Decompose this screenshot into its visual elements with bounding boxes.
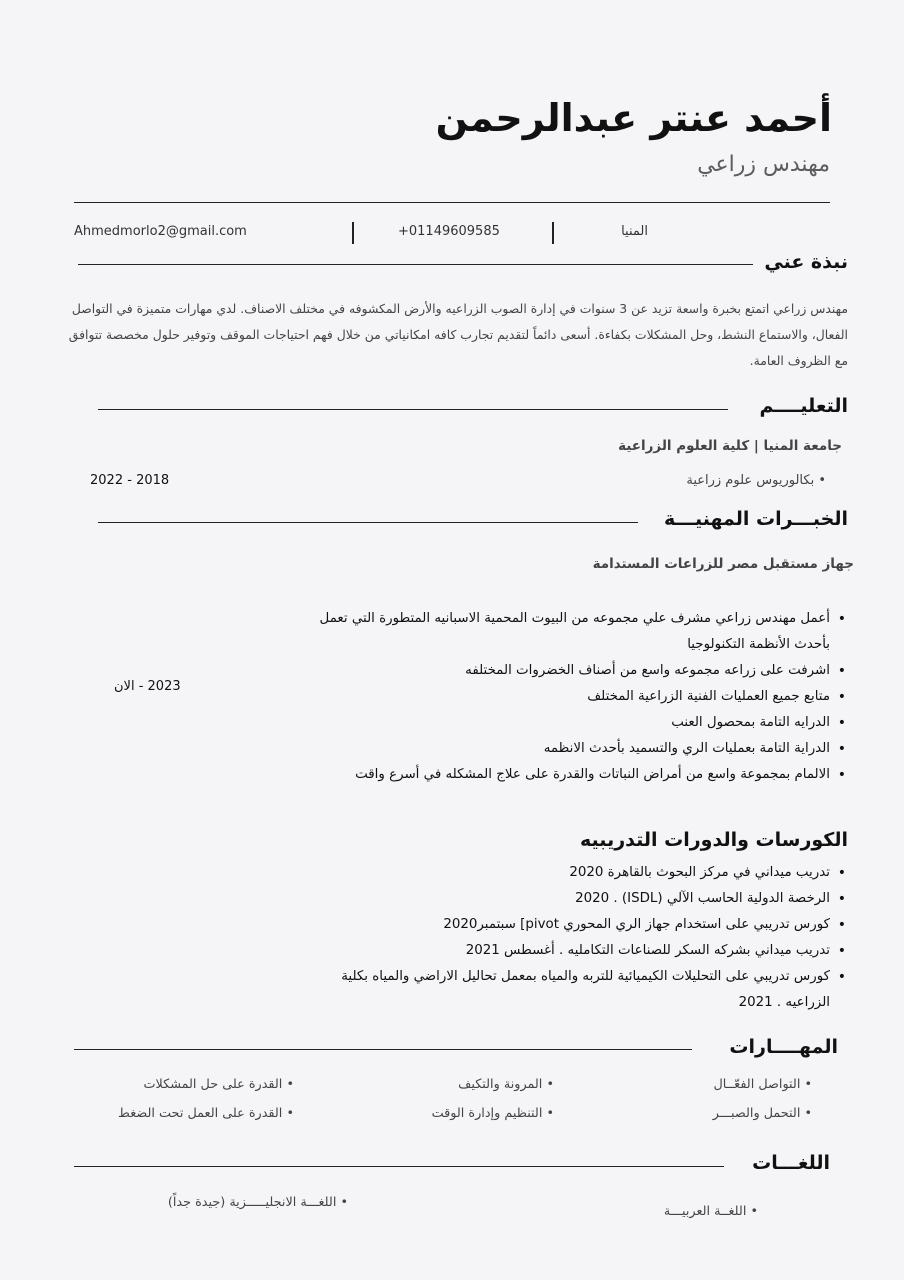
skill-item: • القدرة على حل المشكلات [143,1077,294,1092]
experience-item: • أعمل مهندس زراعي مشرف علي مجموعه من البيوت المحمية الاسبانيه المتطورة التي تعمل بأحدث الأنظمة التكنولوجيا [318,606,848,658]
contact-phone[interactable]: +01149609585 [398,224,500,239]
skill-item: • التواصل الفعّــال [713,1077,812,1092]
languages-heading: اللغـــات [752,1152,830,1174]
course-item: • كورس تدريبي على استخدام جهاز الري المحوري pivot] سبتمبر2020 [318,912,848,938]
education-degree: • بكالوريوس علوم زراعية [686,473,826,488]
courses-heading: الكورسات والدورات التدريبيه [580,829,848,851]
about-text: مهندس زراعي اتمتع بخبرة واسعة تزيد عن 3 سنوات في إدارة الصوب الزراعيه والأرض المكشوفه في مختلف الاصناف. لدي مهارات متميزة في التواصل الفعال، والاستماع النشط، وحل المشكلات بكفاءة. أسعى دائماً لتقديم تجارب كافه امكانياتي من خلال فهم احتياجات الموقف وتوفير حلول مخصصة تتوافق مع الظروف العامة. [68,301,848,368]
language-item: • اللغــة العربيـــة [664,1204,758,1219]
education-institution: جامعة المنيا | كلية العلوم الزراعية [618,438,842,454]
experience-list [318,606,848,788]
experience-item: • الدرايه التامة بمحصول العنب [318,710,848,736]
course-item: • تدريب ميداني في مركز البحوث بالقاهرة 2020 [318,860,848,886]
experience-item: • الدراية التامة بعمليات الري والتسميد بأحدث الانظمه [318,736,848,762]
header-divider [74,202,830,203]
experience-item: • الالمام بمجموعة واسع من أمراض النباتات والقدرة على علاج المشكله في أسرع واقت [318,762,848,788]
about-divider [78,264,753,265]
experience-divider [98,522,638,523]
skill-item: • التنظيم وإدارة الوقت [432,1106,554,1121]
courses-list [318,860,848,1016]
contact-email[interactable]: Ahmedmorlo2@gmail.com [74,224,247,239]
contact-city: المنيا [621,224,648,239]
contact-separator [552,222,554,244]
skill-item: • المرونة والتكيف [458,1077,554,1092]
education-years: 2018 - 2022 [90,473,170,488]
course-item: • كورس تدريبي على التحليلات الكيميائية للتربه والمياه بمعمل تحاليل الاراضي والمياه بكلية الزراعيه . 2021 [318,964,848,1016]
education-degree-text: بكالوريوس علوم زراعية [686,473,815,488]
experience-item: • اشرفت على زراعه مجموعه واسع من أصناف الخضروات المختلفه [318,658,848,684]
experience-period: 2023 - الان [114,679,181,694]
about-heading: نبذة عني [764,251,848,273]
candidate-name: أحمد عنتر عبدالرحمن [435,96,832,140]
languages-divider [74,1166,724,1167]
skill-item: • التحمل والصبـــر [713,1106,812,1121]
skills-heading: المهــــارات [729,1036,838,1058]
skill-item: • القدرة على العمل تحت الضغط [118,1106,294,1121]
course-item: • الرخصة الدولية الحاسب الآلي (ISDL) . 2020 [318,886,848,912]
job-title: مهندس زراعي [697,152,830,177]
experience-item: • متابع جميع العمليات الفنية الزراعية المختلف [318,684,848,710]
education-divider [98,409,728,410]
contact-separator [352,222,354,244]
experience-company: جهاز مستقبل مصر للزراعات المستدامة [592,556,854,572]
skills-divider [74,1049,692,1050]
language-item: • اللغـــة الانجليـــــزية (جيدة جداً) [168,1195,348,1210]
experience-heading: الخبـــرات المهنيـــة [663,508,848,530]
course-item: • تدريب ميداني بشركه السكر للصناعات التكامليه . أغسطس 2021 [318,938,848,964]
education-heading: التعليــــم [759,395,848,417]
